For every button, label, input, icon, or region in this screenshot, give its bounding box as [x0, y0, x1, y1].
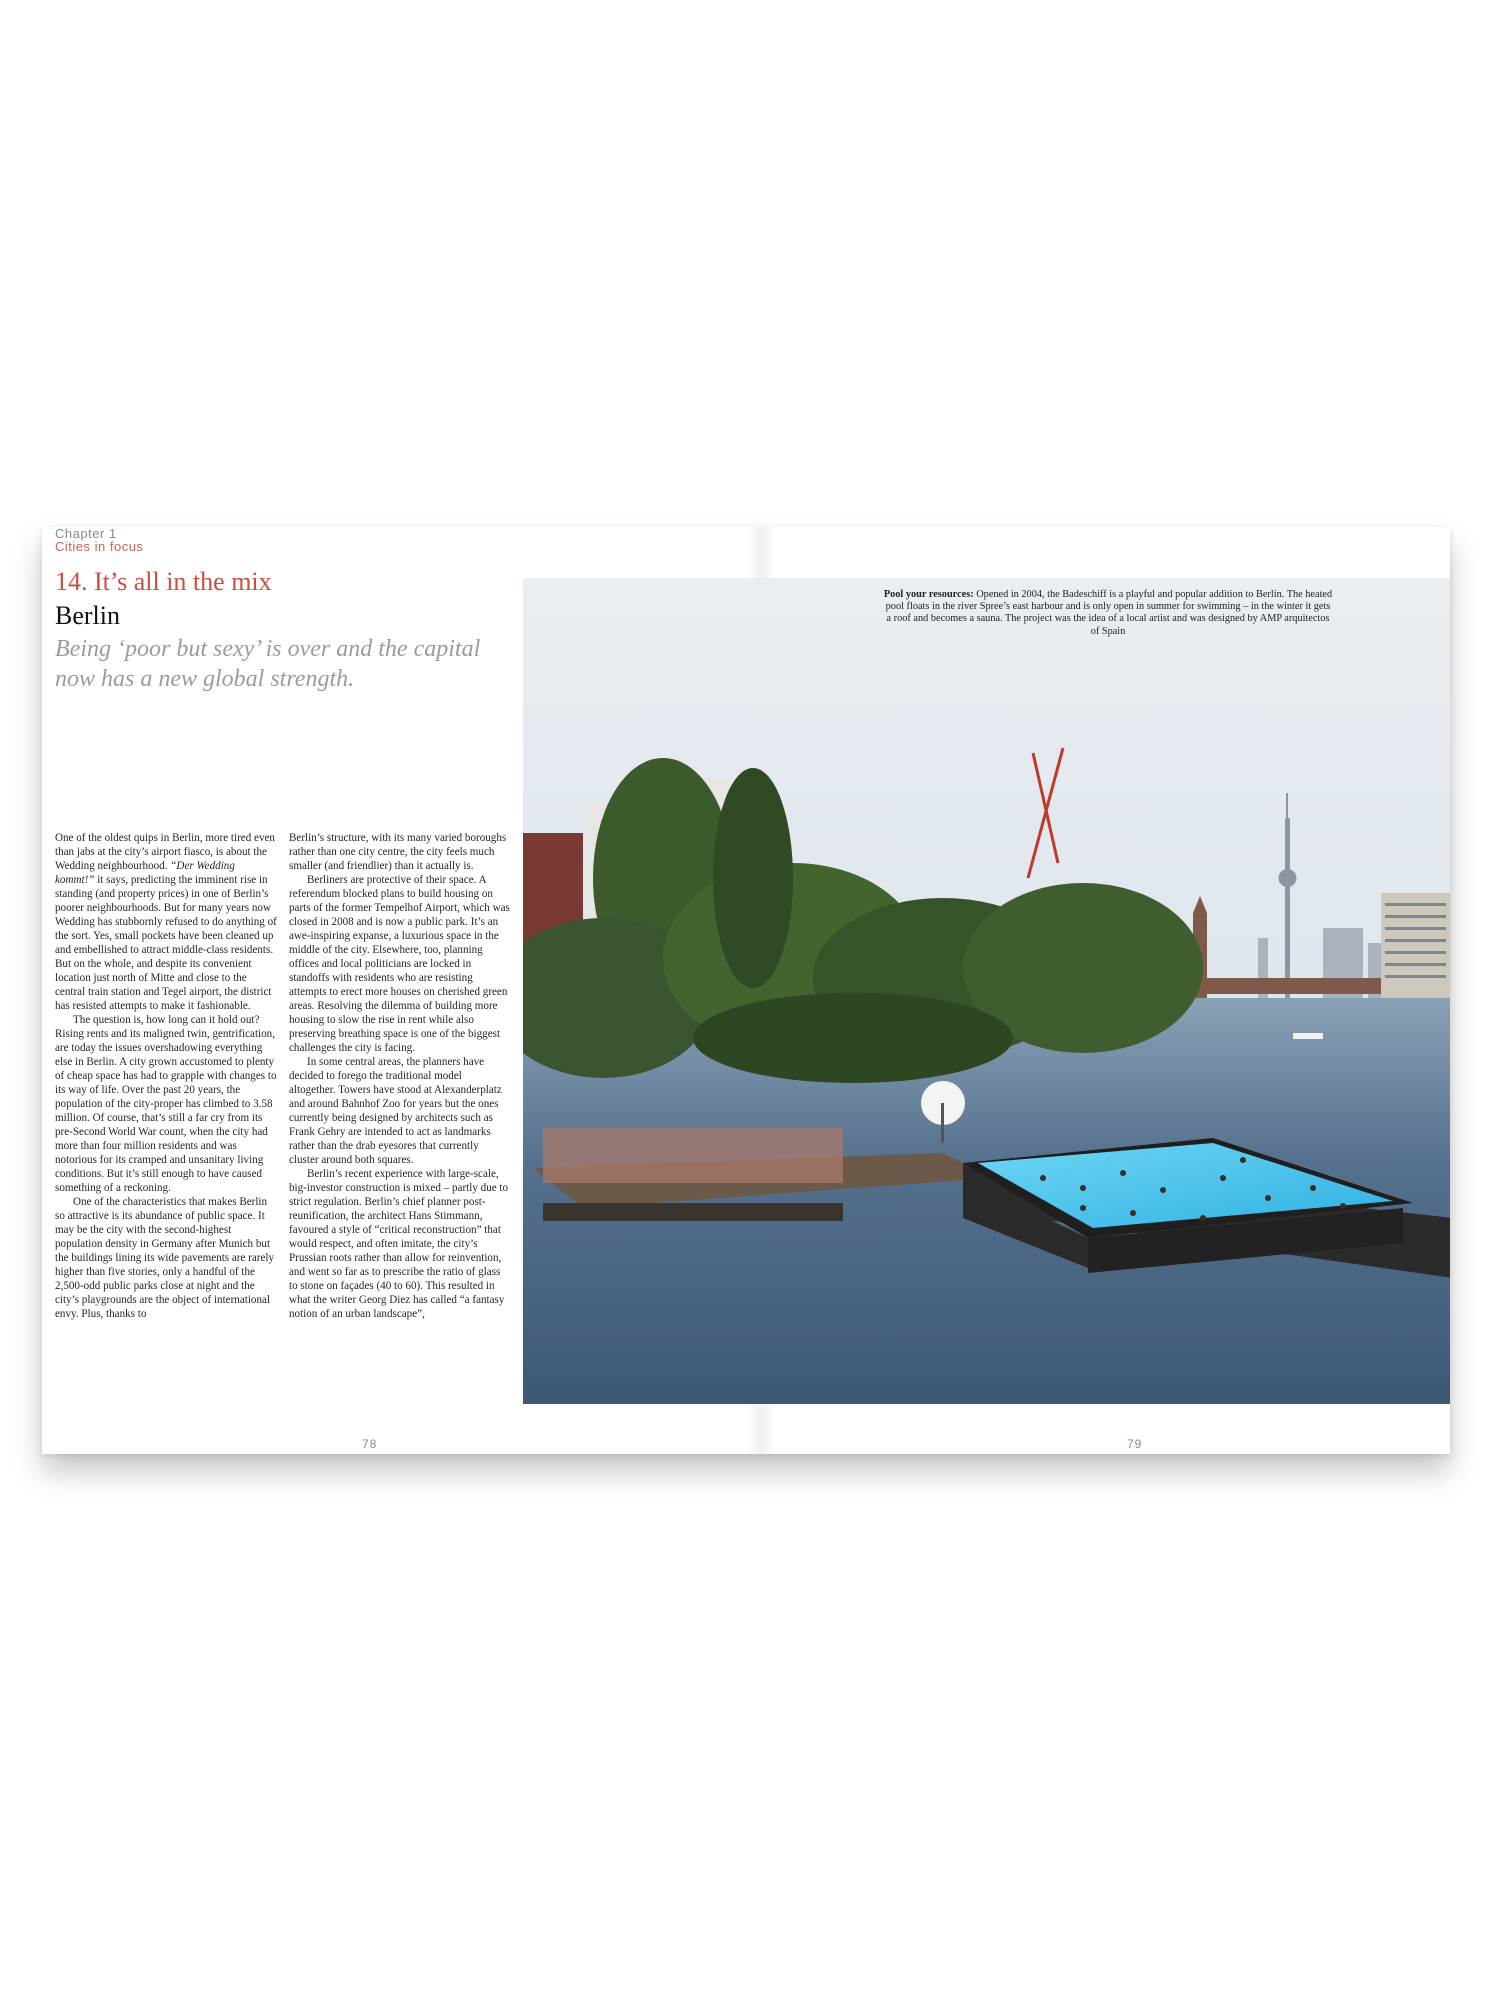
paragraph: One of the characteristics that makes Berlin so attractive is its abundance of public space. It may be the city with the second-highest population density in Germany after Munich but the buildings lining its wide pavements are rarely higher than five stories, only a handful of the 2,500-odd public parks close at night and the city’s playgrounds are the object of international envy. Plus, thanks to: [55, 1196, 275, 1320]
paragraph: In some central areas, the planners have decided to forego the traditional model altogether. Towers have stood at Alexanderplatz and around Bahnhof Zoo for years but the ones currently being designed by architects such as Frank Gehry are intended to act as landmarks rather than the drab eyesores that currently cluster around both squares.: [289, 1056, 502, 1166]
article-standfirst: Being ‘poor but sexy’ is over and the capital now has a new global strength.: [55, 636, 481, 692]
body-column-1: [55, 831, 277, 1321]
paragraph: Berlin’s recent experience with large-scale, big-investor construction is mixed – partly due to strict regulation. Berlin’s chief planner post-reunification, the architect Hans Stimmann, favoured a style of “critical reconstruction” that would respect, and often imitate, the city’s Prussian roots rather than allow for reinvention, and went so far as to prescribe the ratio of glass to stone on façades (40 to 60). This resulted in what the writer Georg Diez has called “a fantasy notion of an urban landscape”,: [289, 1168, 509, 1320]
paragraph: Berlin’s structure, with its many varied boroughs rather than one city centre, the city feels much smaller (and friendlier) than it actually is.: [289, 832, 507, 872]
distant-boat: [1293, 1033, 1323, 1039]
chapter-label: [55, 527, 143, 553]
chapter-section: Cities in focus: [55, 539, 144, 554]
photo-illustration: [523, 578, 1450, 1404]
body-column-2: [289, 831, 511, 1321]
page-number-right: 79: [1127, 1437, 1143, 1451]
paragraph: [55, 831, 277, 1013]
riverside-building: [1381, 893, 1450, 998]
article-city: Berlin: [55, 601, 120, 630]
paragraph: Berliners are protective of their space. A referendum blocked plans to build housing on parts of the former Tempelhof Airport, which was closed in 2008 and is now a public park. It’s an awe-inspiring expanse, a luxurious space in the middle of the city. Elsewhere, too, planning offices and local politicians are locked in standoffs with residents who are resisting attempts to erect more houses on cherished green areas. Resolving the dilemma of building more housing to slow the rise in rent while also preserving breathing space is one of the biggest challenges the city is facing.: [289, 874, 510, 1054]
page-number-left: 78: [362, 1437, 378, 1451]
quote-text: “Der Wedding kommt!”: [55, 860, 235, 886]
paragraph-text: it says, predicting the imminent rise in standing (and property prices) in one of Berlin’s poorer neighbourhoods. But for many years now Wedding has stubbornly refused to do anything of the sort. Yes, small pockets have been cleaned up and embellished to attract middle-class residents. But on the whole, and despite its convenient location just north of Mitte and close to the central train station and Tegel airport, the district has resisted attempts to make it fashionable.: [55, 874, 277, 1012]
article-headline: 14. It’s all in the mix: [55, 567, 272, 596]
caption-title: Pool your resources:: [883, 589, 974, 600]
badeschiff-photo: [523, 578, 1450, 1404]
chapter-number: Chapter 1: [55, 526, 117, 541]
paragraph-text: One of the oldest quips in Berlin, more tired even than jabs at the city’s airport fiasco, is about the Wedding neighbourhood.: [55, 832, 275, 872]
photo-caption: [883, 589, 1333, 638]
paragraph: The question is, how long can it hold out? Rising rents and its maligned twin, gentrification, are today the issues overshadowing everything else in Berlin. A city grown accustomed to plenty of cheap space has had to grapple with changes to its way of life. Over the past 20 years, the population of the city-proper has climbed to 3.58 million. Of course, that’s still a far cry from its pre-Second World War count, when the city had more than four million residents and was notorious for its cramped and unsanitary living conditions. But it’s still enough to have caused something of a reckoning.: [55, 1014, 277, 1194]
caption-text: Opened in 2004, the Badeschiff is a playful and popular addition to Berlin. The heated pool floats in the river Spree’s east harbour and is only open in summer for swimming – in the winter it gets a roof and becomes a sauna. The project was the idea of a local artist and was designed by AMP arquitectos of Spain: [885, 589, 1333, 637]
magazine-spread: [42, 527, 1450, 1454]
